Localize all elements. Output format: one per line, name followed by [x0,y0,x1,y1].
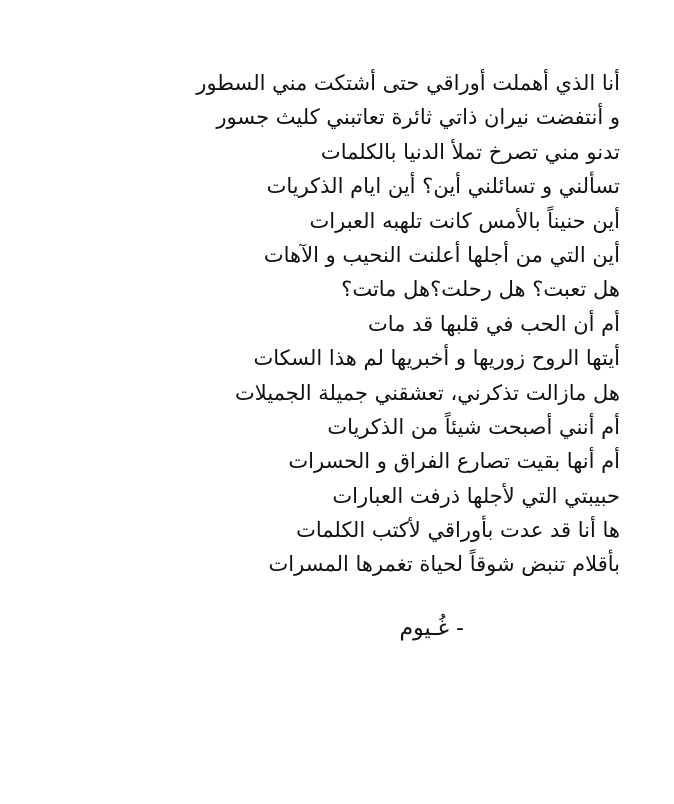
poem-line-2: و أنتفضت نيران ذاتي ثائرة تعاتبني كليث جسور [216,105,620,130]
poem-line-6: أين التي من أجلها أعلنت النحيب و الآهات [263,242,620,267]
poem-body [60,66,620,582]
poem-line-11: أم أنني أصبحت شيئاً من الذكريات [327,414,620,439]
poem-signature: - غُـيوم [399,616,464,641]
poem-line-3: تدنو مني تصرخ تملأ الدنيا بالكلمات [320,139,620,164]
poem-line-10: هل مازالت تذكرني، تعشقني جميلة الجميلات [235,380,620,405]
poem-line-8: أم أن الحب في قلبها قد مات [368,311,620,336]
poem-line-12: أم أنها بقيت تصارع الفراق و الحسرات [288,449,620,474]
poem-line-14: ها أنا قد عدت بأوراقي لأكتب الكلمات [296,518,620,543]
poem-line-9: أيتها الروح زوريها و أخبريها لم هذا السكات [253,346,620,371]
poem-line-5: أين حنيناً بالأمس كانت تلهبه العبرات [309,208,620,233]
poem-line-1: أنا الذي أهملت أوراقي حتى أشتكت مني السطور [196,71,620,95]
poem-line-15: بأقلام تنبض شوقاً لحياة تغمرها المسرات [268,552,620,577]
poem-line-13: حبيبتي التي لأجلها ذرفت العبارات [332,483,620,508]
poem-line-7: هل تعبت؟ هل رحلت؟هل ماتت؟ [341,277,620,302]
poem-line-4: تسألني و تسائلني أين؟ أين ايام الذكريات [266,174,620,199]
